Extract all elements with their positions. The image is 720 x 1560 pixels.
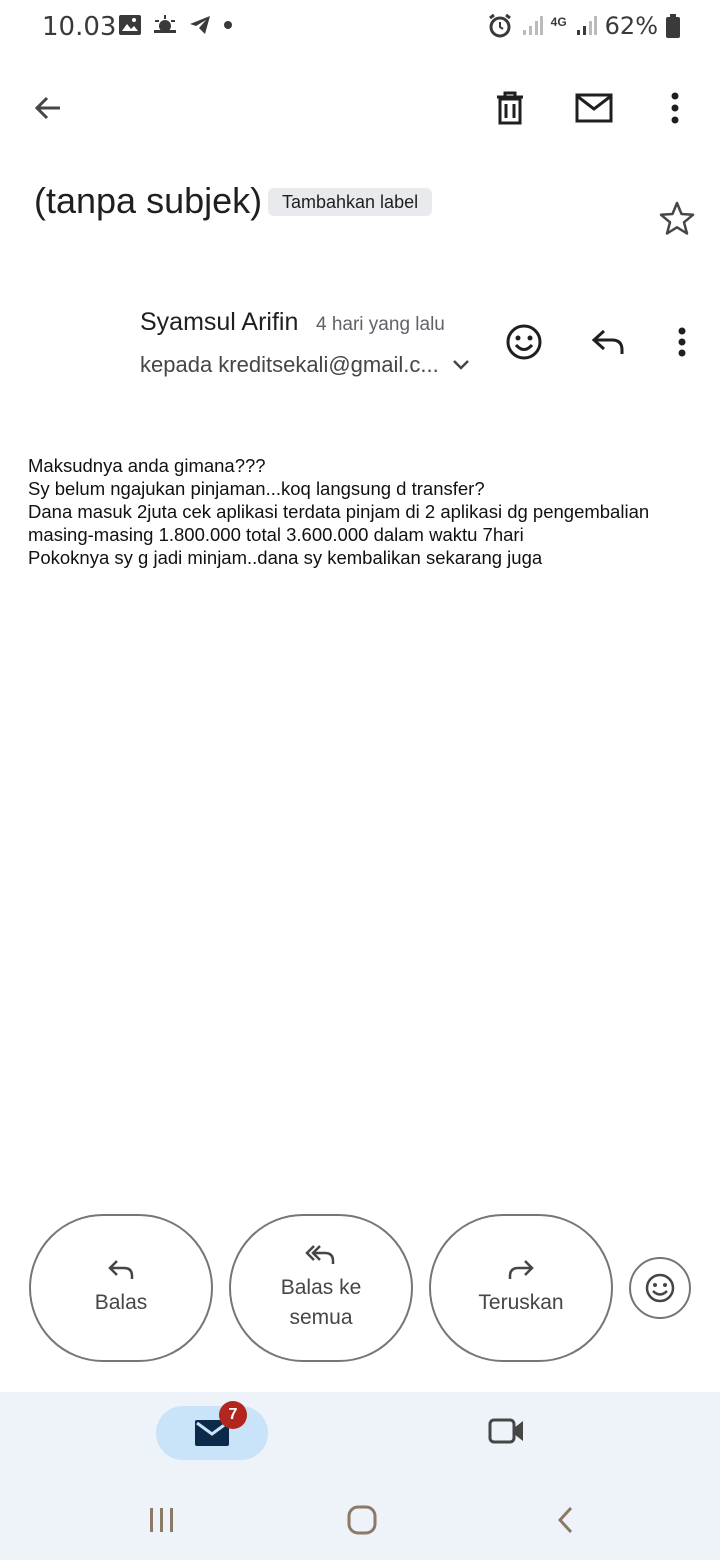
more-options-button[interactable] xyxy=(660,88,690,128)
dot-icon xyxy=(222,14,234,36)
mark-unread-button[interactable] xyxy=(572,88,616,128)
reply-icon xyxy=(590,327,626,357)
recent-apps-button[interactable] xyxy=(146,1500,178,1540)
telegram-icon xyxy=(188,14,212,36)
message-more-button[interactable] xyxy=(668,322,696,362)
back-arrow-icon xyxy=(32,92,64,124)
star-button[interactable] xyxy=(658,200,696,243)
avatar[interactable] xyxy=(28,308,120,400)
nav-meet-tab[interactable] xyxy=(488,1416,526,1451)
system-back-button[interactable] xyxy=(550,1500,580,1540)
nav-mail-tab[interactable] xyxy=(156,1406,268,1460)
gallery-icon xyxy=(118,14,142,36)
app-bar xyxy=(0,70,720,150)
delete-button[interactable] xyxy=(490,88,530,128)
back-chevron-icon xyxy=(555,1505,575,1535)
battery-icon xyxy=(666,14,680,38)
network-type: 4G xyxy=(550,15,567,29)
reply-all-icon xyxy=(305,1243,337,1265)
details-toggle[interactable] xyxy=(452,358,470,377)
reply-all-label-line1: Balas ke xyxy=(280,1276,362,1299)
recent-apps-icon xyxy=(147,1506,177,1534)
bottom-navigation xyxy=(0,1392,720,1560)
email-body xyxy=(28,454,698,569)
reply-all-label-line2: semua xyxy=(289,1306,353,1329)
body-line: Dana masuk 2juta cek aplikasi terdata pinjam di 2 aplikasi dg pengembalian xyxy=(28,501,650,522)
reply-icon-button[interactable] xyxy=(586,320,630,364)
chevron-down-icon xyxy=(452,358,470,372)
status-time: 10.03 xyxy=(42,12,117,42)
forward-label: Teruskan xyxy=(478,1291,564,1314)
sender-name: Syamsul Arifin xyxy=(140,308,299,336)
react-emoji-button[interactable] xyxy=(500,318,548,366)
more-vert-icon xyxy=(670,91,680,125)
body-line: Sy belum ngajukan pinjaman...koq langsung d transfer? xyxy=(28,478,485,499)
reply-all-label xyxy=(281,1273,362,1333)
body-line: masing-masing 1.800.000 total 3.600.000 dalam waktu 7hari xyxy=(28,524,524,545)
back-button[interactable] xyxy=(28,88,68,128)
reply-label: Balas xyxy=(94,1291,148,1314)
emoji-icon xyxy=(644,1272,676,1304)
mail-icon xyxy=(575,93,613,123)
reply-icon xyxy=(107,1258,135,1280)
forward-icon xyxy=(507,1258,535,1280)
signal-icon-2 xyxy=(575,15,597,37)
body-line: Pokoknya sy g jadi minjam..dana sy kembalikan sekarang juga xyxy=(28,547,543,568)
unread-badge: 7 xyxy=(219,1401,247,1429)
signal-icon xyxy=(521,15,543,37)
body-line: Maksudnya anda gimana??? xyxy=(28,455,266,476)
videocam-icon xyxy=(488,1416,526,1446)
star-icon xyxy=(658,200,696,238)
weather-icon xyxy=(152,14,178,36)
status-system-icons xyxy=(487,12,680,40)
reply-all-button[interactable] xyxy=(229,1214,413,1362)
email-subject: (tanpa subjek) xyxy=(34,180,263,221)
emoji-reaction-button[interactable] xyxy=(629,1257,691,1319)
trash-icon xyxy=(495,91,525,125)
more-vert-icon xyxy=(677,326,687,358)
recipient-line[interactable]: kepada kreditsekali@gmail.c... xyxy=(140,352,439,377)
emoji-icon xyxy=(505,323,543,361)
forward-button[interactable] xyxy=(429,1214,613,1362)
home-icon xyxy=(346,1504,378,1536)
battery-percent: 62% xyxy=(604,12,658,40)
home-button[interactable] xyxy=(344,1500,380,1540)
alarm-icon xyxy=(487,13,513,39)
status-bar xyxy=(0,0,720,56)
status-notification-icons xyxy=(118,14,234,36)
add-label-chip[interactable]: Tambahkan label xyxy=(268,188,432,216)
sender-time: 4 hari yang lalu xyxy=(316,314,445,335)
reply-button[interactable] xyxy=(29,1214,213,1362)
